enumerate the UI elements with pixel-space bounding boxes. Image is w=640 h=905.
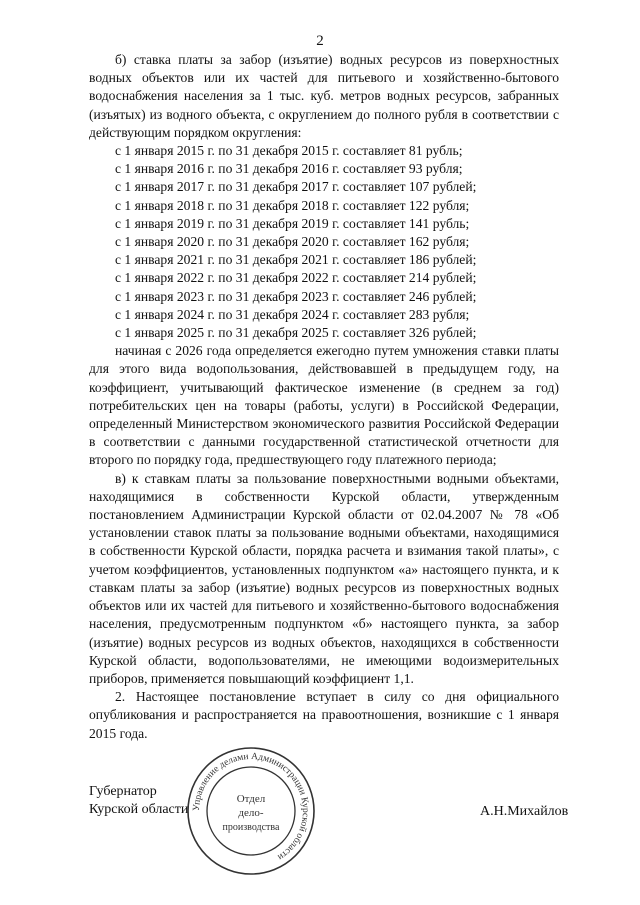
stamp-center-line3: производства [222, 822, 280, 833]
rate-item-2025: с 1 января 2025 г. по 31 декабря 2025 г. составляет 326 рублей; [115, 325, 477, 341]
page-number: 2 [316, 33, 324, 49]
paragraph-2026: начиная с 2026 года определяется ежегодно путем умножения ставки платы для этого вида водопользования, действовавшей в предыдущем году, на коэффициент, учитывающий фактическое изменение (в среднем за год) потребительских цен на товары (работы, услуги) в Российской Федерации, определенный Министерством экономического развития Российской Федерации в соответствии с данными государственной статистической отчетности для второго по порядку года, предшествующего году платежного периода; [89, 343, 559, 468]
signatory-name: А.Н.Михайлов [480, 804, 569, 819]
rate-item-2019: с 1 января 2019 г. по 31 декабря 2019 г. составляет 141 рубль; [115, 215, 470, 231]
rate-item-2022: с 1 января 2022 г. по 31 декабря 2022 г. составляет 214 рублей; [115, 270, 477, 286]
paragraph-2: 2. Настоящее постановление вступает в силу со дня официального опубликования и распространяется на правоотношения, возникшие с 1 января 2015 года. [89, 689, 559, 741]
rate-item-2018: с 1 января 2018 г. по 31 декабря 2018 г. составляет 122 рубля; [115, 197, 470, 213]
rate-item-2015: с 1 января 2015 г. по 31 декабря 2015 г. составляет 81 рубль; [115, 143, 463, 159]
rate-item-2016: с 1 января 2016 г. по 31 декабря 2016 г. составляет 93 рубля; [115, 161, 463, 177]
signatory-position-line2: Курской области [89, 802, 189, 817]
rate-item-2021: с 1 января 2021 г. по 31 декабря 2021 г. составляет 186 рублей; [115, 252, 477, 268]
stamp-center-line2: дело- [238, 807, 264, 819]
paragraph-b: б) ставка платы за забор (изъятие) водных ресурсов из поверхностных водных объектов или их частей для питьевого и хозяйственно-бытового водоснабжения населения за 1 тыс. куб. метров водных ресурсов, забранных (изъятых) из водного объекта, с округлением до полного рубля в соответствии с действующим порядком округления: [89, 52, 559, 140]
signatory-position-line1: Губернатор [89, 784, 157, 799]
rate-item-2020: с 1 января 2020 г. по 31 декабря 2020 г. составляет 162 рубля; [115, 234, 470, 250]
stamp-ring-text: Управление делами Администрации Курской области [191, 751, 311, 862]
signature-block [0, 782, 640, 862]
stamp-center-line1: Отдел [236, 793, 266, 805]
rate-item-2024: с 1 января 2024 г. по 31 декабря 2024 г. составляет 283 рубля; [115, 306, 470, 322]
paragraph-v: в) к ставкам платы за пользование поверхностными водными объектами, находящимися в собственности Курской области, утвержденным постановлением Администрации Курской области от 02.04.2007 № 78 «Об установлении ставок платы за пользование водными объектами, находящимися в собственности Курской области, порядка расчета и взимания такой платы», с учетом коэффициентов, установленных подпунктом «а» настоящего пункта, и к ставкам платы за забор (изъятие) водных ресурсов из поверхностных водных объектов или их частей для питьевого и хозяйственно-бытового водоснабжения населения, предусмотренным подпунктом «б» настоящего пункта, за забор (изъятие) водных ресурсов из водных объектов, находящихся в собственности Курской области, водопользователями, не имеющими водоизмерительных приборов, применяется повышающий коэффициент 1,1. [89, 470, 559, 686]
official-stamp [184, 744, 318, 878]
rate-item-2023: с 1 января 2023 г. по 31 декабря 2023 г. составляет 246 рублей; [115, 288, 477, 304]
document-body [89, 51, 559, 743]
rate-item-2017: с 1 января 2017 г. по 31 декабря 2017 г. составляет 107 рублей; [115, 179, 477, 195]
